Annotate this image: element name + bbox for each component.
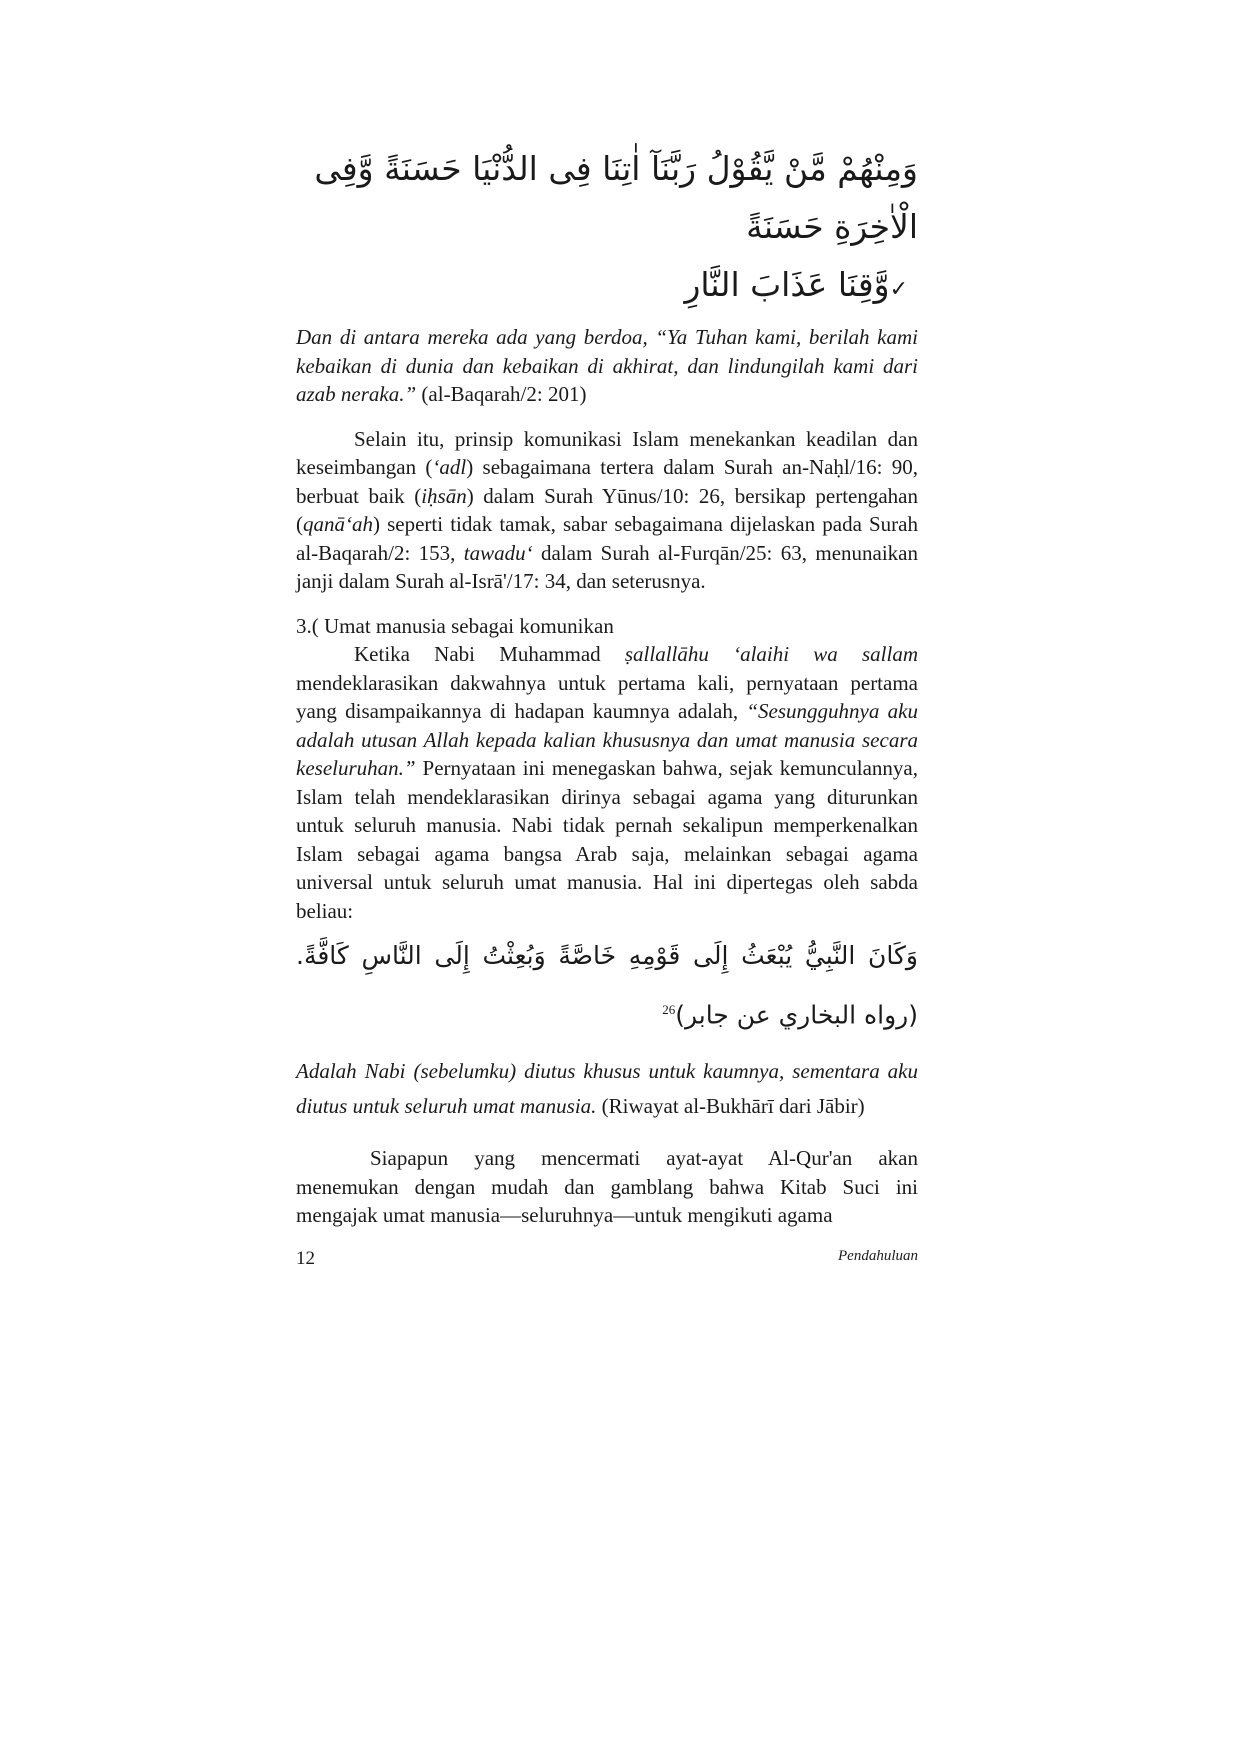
verse-translation: Dan di antara mereka ada yang berdoa, “Ya Tuhan kami, berilah kami kebaikan di dunia dan kebaikan di akhirat, dan lindungilah kami dari azab neraka.” (al-Baqarah/2: 201) <box>296 325 918 406</box>
check-mark-icon: ✓ <box>889 277 908 302</box>
quran-verse-arabic <box>296 140 918 319</box>
hadith-translation: Adalah Nabi (sebelumku) diutus khusus untuk kaumnya, sementara aku diutus untuk seluruh umat manusia. (Riwayat al-Bukhārī dari Jābir) <box>296 1059 918 1119</box>
verse-line-2: وَّقِنَا عَذَابَ النَّارِ <box>684 265 890 304</box>
paragraph-quran-invitation: Siapapun yang mencermati ayat-ayat Al-Qur'an akan menemukan dengan mudah dan gamblang bahwa Kitab Suci ini mengajak umat manusia—seluruhnya—untuk mengikuti agama <box>296 1146 918 1228</box>
running-title: Pendahuluan <box>838 1248 918 1264</box>
page-number: 12 <box>296 1248 315 1269</box>
hadith-reference: (Riwayat al-Bukhārī dari Jābir) <box>596 1094 865 1119</box>
section-heading: 3.( Umat manusia sebagai komunikan <box>296 613 614 638</box>
paragraph-universal-dakwah: Ketika Nabi Muhammad ṣallallāhu ‘alaihi wa sallam mendeklarasikan dakwahnya untuk pertama kali, pernyataan pertama yang disampaikannya di hadapan kaumnya adalah, “Sesungguhnya aku adalah utusan Allah kepada kalian khususnya dan umat manusia secara keseluruhan.” Pernyataan ini menegaskan bahwa, sejak kemunculannya, Islam telah mendeklarasikan dirinya sebagai agama yang diturunkan untuk seluruh manusia. Nabi tidak pernah sekalipun memperkenalkan Islam sebagai agama bangsa Arab saja, melainkan sebagai agama universal untuk seluruh umat manusia. Hal ini dipertegas oleh sabda beliau: <box>296 642 918 923</box>
verse-reference: (al-Baqarah/2: 201) <box>416 382 587 406</box>
page-body <box>296 140 918 1230</box>
paragraph-principles: Selain itu, prinsip komunikasi Islam menekankan keadilan dan keseimbangan (‘adl) sebagaimana tertera dalam Surah an-Naḥl/16: 90, berbuat baik (iḥsān) dalam Surah Yūnus/10: 26, bersikap pertengahan (qanā‘ah) seperti tidak tamak, sabar sebagaimana dijelaskan pada Surah al-Baqarah/2: 153, tawadu‘ dalam Surah al-Furqān/25: 63, menunaikan janji dalam Surah al-Isrā'/17: 34, dan seterusnya. <box>296 426 918 593</box>
verse-line-1: وَمِنْهُمْ مَّنْ يَّقُوْلُ رَبَّنَآ اٰتِنَا فِى الدُّنْيَا حَسَنَةً وَّفِى الْاٰخِرَةِ حَسَنَةً <box>314 149 918 246</box>
hadith-arabic: وَكَانَ النَّبِيُّ يُبْعَثُ إِلَى قَوْمِهِ خَاصَّةً وَبُعِثْتُ إِلَى النَّاسِ كَافَّةً. (رواه البخاري عن جابر)$^{26}$ <box>296 941 918 1030</box>
footnote-marker: 26 <box>662 1002 676 1017</box>
